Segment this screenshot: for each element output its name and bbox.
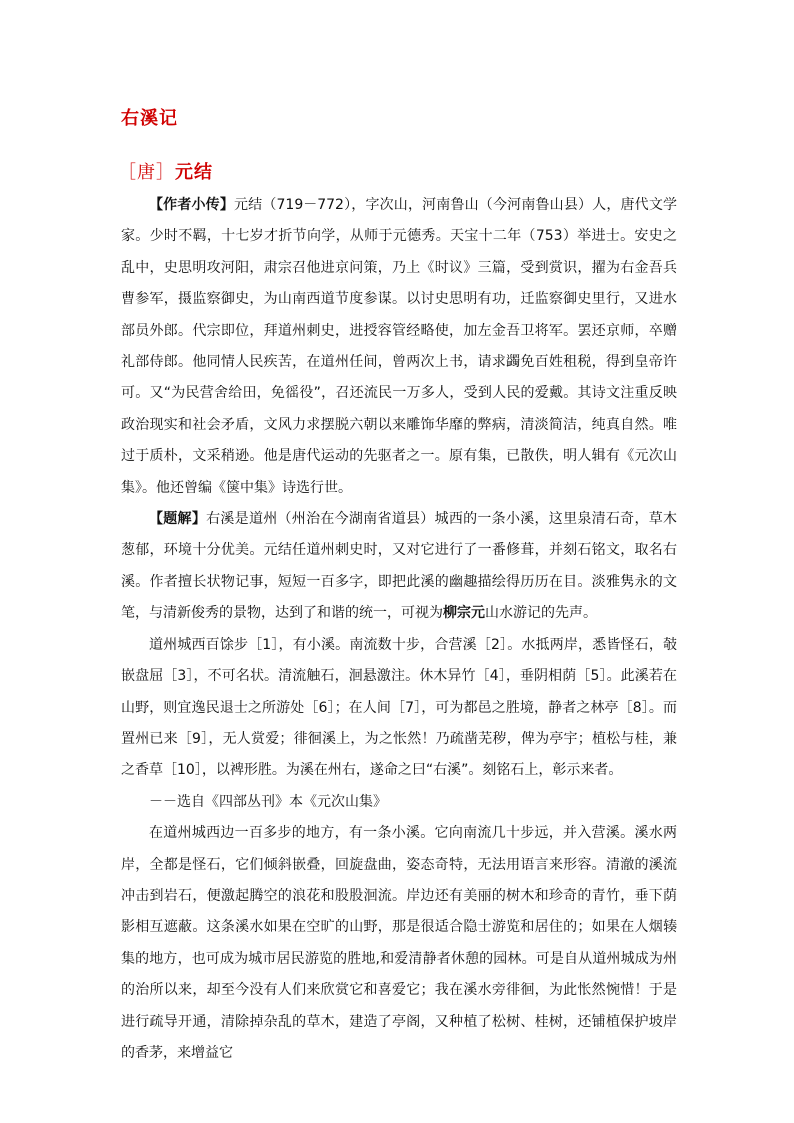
bio-paragraph	[121, 190, 677, 504]
theme-text-2: 山水游记的先声。	[485, 605, 597, 622]
theme-text-1: 右溪是道州（州治在今湖南省道县）城西的一条小溪，这里泉清石奇，草木葱郁，环境十分优美。元结任道州刺史时，又对它进行了一番修葺，并刻石铭文，取名右溪。作者擅长状物记事，短短一百多字，即把此溪的幽趣描绘得历历在目。淡雅隽永的文笔，与清新俊秀的景物，达到了和谐的统一，可视为	[121, 511, 678, 622]
theme-paragraph	[121, 504, 677, 630]
doc-title: 右溪记	[121, 108, 178, 129]
theme-highlight: 柳宗元	[443, 605, 485, 622]
bio-tag: 【作者小传】	[149, 197, 235, 213]
author-dynasty: ［唐］	[118, 162, 175, 183]
theme-tag: 【题解】	[149, 511, 207, 528]
original-text-paragraph: 道州城西百馀步［1］，有小溪。南流数十步，合营溪［2］。水抵两岸，悉皆怪石，攲嵌盘屈［3］，不可名状。清流触石，洄悬激注。休木异竹［4］，垂阴相荫［5］。此溪若在山野，则宜逸民退士之所游处［6］；在人间［7］，可为都邑之胜境，静者之林亭［8］。而置州已来［9］，无人赏爱；徘徊溪上，为之怅然！乃疏凿芜秽，俾为亭宇；植松与桂，兼之香草［10］，以裨形胜。为溪在州右，遂命之曰“右溪”。刻铭石上，彰示来者。	[121, 636, 677, 779]
source-line: －－选自《四部丛刊》本《元次山集》	[149, 793, 387, 810]
author-line	[118, 158, 213, 184]
author-name: 元结	[175, 162, 213, 183]
doc-body	[121, 190, 677, 1069]
bio-text: 元结（719－772），字次山，河南鲁山（今河南鲁山县）人，唐代文学家。少时不羁，十七岁才折节向学，从师于元德秀。天宝十二年（753）举进士。安史之乱中，史思明攻河阳，肃宗召他进京问策，乃上《时议》三篇，受到赏识，擢为右金吾兵曹参军，摄监察御史，为山南西道节度参谋。以讨史思明有功，迁监察御史里行，又进水部员外郎。代宗即位，拜道州刺史，进授容管经略使，加左金吾卫将军。罢还京师，卒赠礼部侍郎。他同情人民疾苦，在道州任间，曾两次上书，请求蠲免百姓租税，得到皇帝许可。又“为民营舍给田，免徭役”，召还流民一万多人，受到人民的爱戴。其诗文注重反映政治现实和社会矛盾，文风力求摆脱六朝以来雕饰华靡的弊病，清淡简洁，纯真自然。唯过于质朴，文采稍逊。他是唐代运动的先驱者之一。原有集，已散佚，明人辑有《元次山集》。他还曾编《箧中集》诗选行世。	[121, 197, 677, 496]
translation-paragraph: 在道州城西边一百多步的地方，有一条小溪。它向南流几十步远，并入营溪。溪水两岸，全都是怪石，它们倾斜嵌叠，回旋盘曲，姿态奇特，无法用语言来形容。清澈的溪流冲击到岩石，便激起腾空的浪花和股股洄流。岸边还有美丽的树木和珍奇的青竹，垂下荫影相互遮蔽。这条溪水如果在空旷的山野，那是很适合隐士游览和居住的；如果在人烟辏集的地方，也可成为城市居民游览的胜地,和爱清静者休憩的园林。可是自从道州城成为州的治所以来，却至今没有人们来欣赏它和喜爱它；我在溪水旁徘徊，为此怅然惋惜！于是进行疏导开通，清除掉杂乱的草木，建造了亭阁，又种植了松树、桂树，还铺植保护坡岸的香茅，来增益它	[121, 825, 677, 1061]
